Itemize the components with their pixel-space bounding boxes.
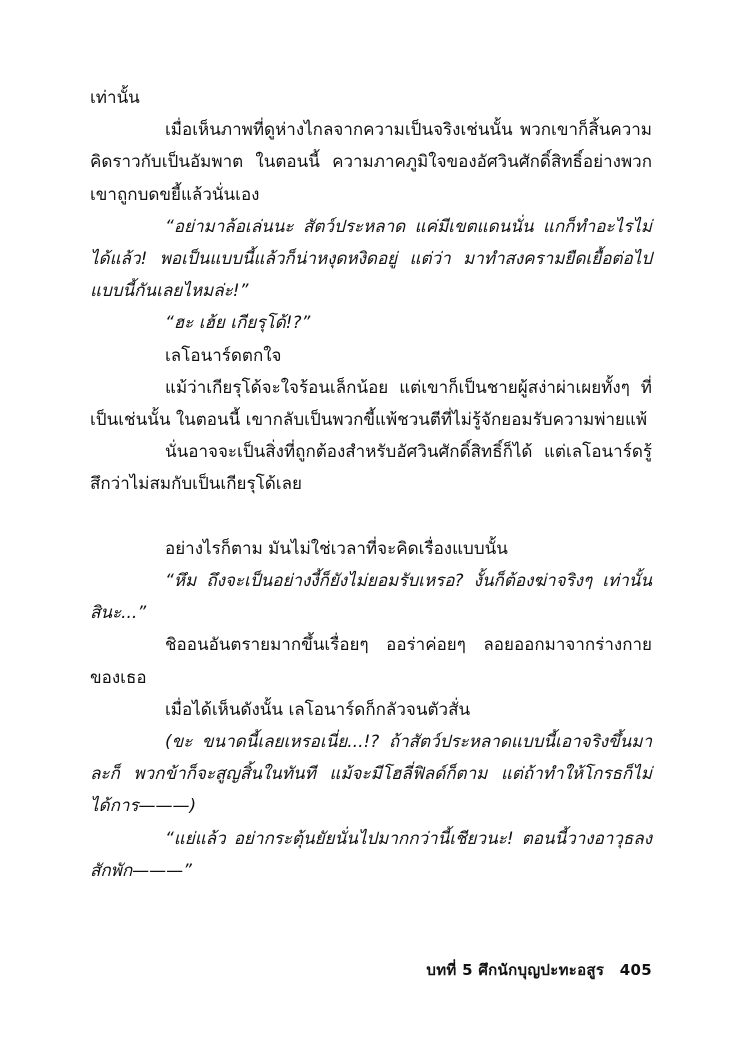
narration-paragraph: นั่นอาจจะเป็นสิ่งที่ถูกต้องสำหรับอัศวินศักดิ์สิทธิ์ก็ได้ แต่เลโอนาร์ดรู้สึกว่าไม่สมกับเป็นเกียรุโด้เลย [90, 442, 652, 495]
narration-paragraph: แม้ว่าเกียรุโด้จะใจร้อนเล็กน้อย แต่เขาก็เป็นชายผู้สง่าผ่าเผยทั้งๆ ที่เป็นเช่นนั้น ในตอนนี้ เขากลับเป็นพวกขี้แพ้ชวนตีที่ไม่รู้จักยอมรับความพ่ายแพ้ [90, 377, 652, 431]
dialogue-paragraph: “หึม ถึงจะเป็นอย่างงี้ก็ยังไม่ยอมรับเหรอ? งั้นก็ต้องฆ่าจริงๆ เท่านั้นสินะ...” [90, 571, 652, 624]
blank-line [90, 501, 652, 533]
dialogue-paragraph: “แย่แล้ว อย่ากระตุ้นยัยนั่นไปมากกว่านี้เชียวนะ! ตอนนี้วางอาวุธลงสักพัก———” [90, 828, 652, 881]
dialogue-paragraph: “อย่ามาล้อเล่นนะ สัตว์ประหลาด แค่มีเขตแดนนั่น แกก็ทำอะไรไม่ได้แล้ว! พอเป็นแบบนี้แล้วก็น่าหงุดหงิดอยู่ แต่ว่า มาทำสงครามยืดเยื้อต่อไปแบบนี้กันเลยไหมล่ะ!” [90, 216, 652, 302]
narration-paragraph: ชิออนอันตรายมากขึ้นเรื่อยๆ ออร่าค่อยๆ ลอยออกมาจากร่างกายของเธอ [90, 635, 652, 688]
narration-paragraph: อย่างไรก็ตาม มันไม่ใช่เวลาที่จะคิดเรื่องแบบนั้น [165, 538, 508, 559]
body-text [90, 82, 652, 887]
narration-paragraph: เมื่อได้เห็นดังนั้น เลโอนาร์ดก็กลัวจนตัวสั่น [165, 699, 471, 720]
chapter-title: บทที่ 5 ศึกนักบุญปะทะอสูร [426, 961, 605, 979]
narration-paragraph: เท่านั้น [90, 88, 140, 108]
page-footer [426, 958, 652, 982]
dialogue-paragraph: “ฮะ เฮ้ย เกียรุโด้!?” [165, 313, 311, 334]
narration-paragraph: เมื่อเห็นภาพที่ดูห่างไกลจากความเป็นจริงเช่นนั้น พวกเขาก็สิ้นความคิดราวกับเป็นอัมพาต ในตอนนี้ ความภาคภูมิใจของอัศวินศักดิ์สิทธิ์อย่างพวกเขาถูกบดขยี้แล้วนั่นเอง [90, 120, 652, 205]
narration-paragraph: เลโอนาร์ดตกใจ [165, 345, 282, 366]
page-number: 405 [619, 961, 652, 979]
dialogue-paragraph: (ขะ ขนาดนี้เลยเหรอเนี่ย...!? ถ้าสัตว์ประหลาดแบบนี้เอาจริงขึ้นมาละก็ พวกข้าก็จะสูญสิ้นในทันที แม้จะมีโฮลี่ฟิลด์ก็ตาม แต่ถ้าทำให้โกรธก็ไม่ได้การ———) [90, 732, 652, 817]
